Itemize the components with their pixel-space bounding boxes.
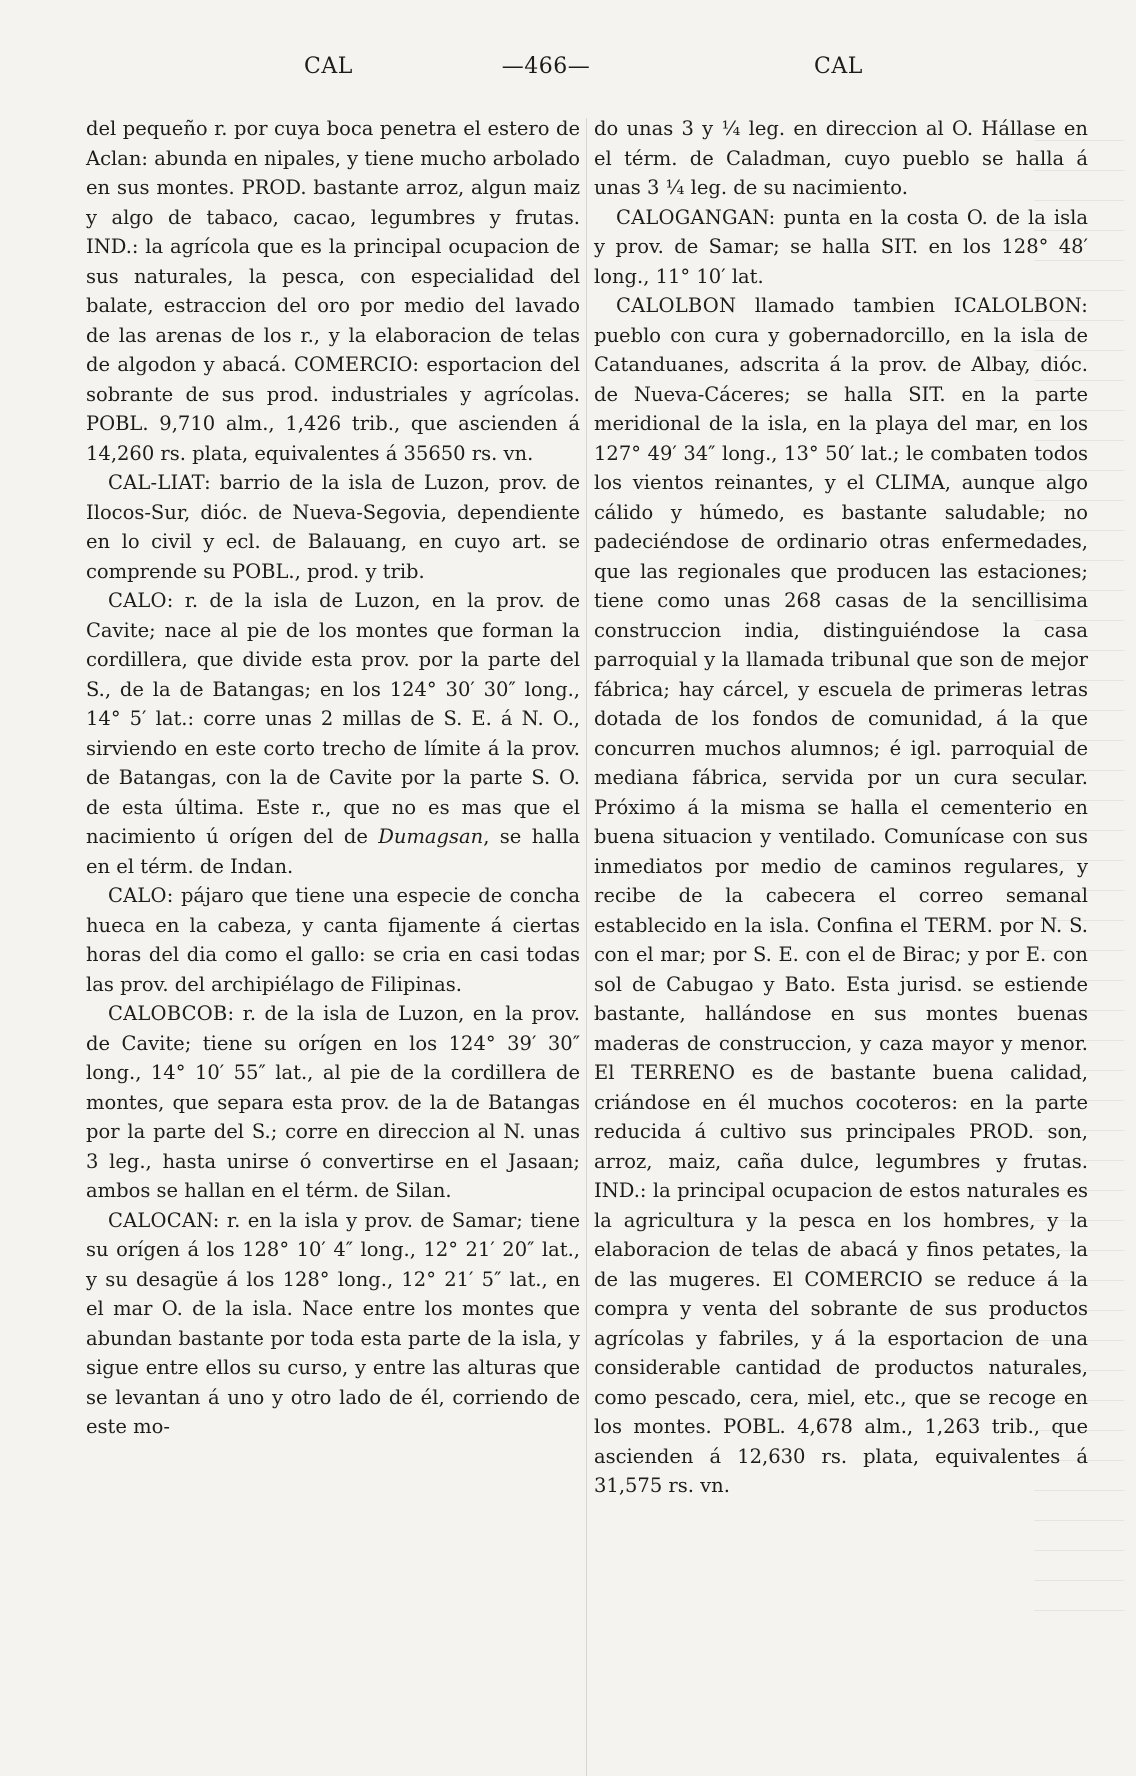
header-left: CAL [304,54,353,79]
entry-calogangan [594,203,1088,292]
entry-head-calo-river: CALO: [108,589,174,612]
left-column [86,114,580,1501]
entry-head-calo-bird: CALO: [108,884,174,907]
entry-head-calocan: CALOCAN: [108,1208,220,1232]
entry-calocan [86,1206,580,1442]
page-number: —466— [501,54,591,79]
entry-text-calo-river: r. de la isla de Luzon, en la prov. de Cavite; nace al pie de los montes que forman la cordillera, que divide esta prov. por la parte del S., de la de Batangas; en los 124° 30′ 30″ long., 14° 5′ lat.: corre unas 2 millas de S. E. á N. O., sirviendo en este corto trecho de límite á la prov. de Batangas, con la de Cavite por la parte S. O. de esta última. Este r., que no es mas que el nacimiento ú orígen del de [86,589,580,848]
entry-text-calobcob: r. de la isla de Luzon, en la prov. de Cavite; tiene su orígen en los 124° 39′ 30″ long., 14° 10′ 55″ lat., al pie de la cordillera de montes, que separa esta prov. de la de Batangas por la parte del S.; corre en direccion al N. unas 3 leg., hasta unirse ó convertirse en el Jasaan; ambos se hallan en el térm. de Silan. [86,1002,580,1202]
entry-text-calolbon: pueblo con cura y gobernadorcillo, en la isla de Catanduanes, adscrita á la prov. de Albay, dióc. de Nueva-Cáceres; se halla SIT. en la parte meridional de la isla, en la playa del mar, en los 127° 49′ 34″ long., 13° 50′ lat.; le combaten todos los vientos reinantes, y el CLIMA, aunque algo cálido y húmedo, es bastante saludable; no padeciéndose de ordinario otras enfermedades, que las regionales que producen las estaciones; tiene como unas 268 casas de la sencillisima construccion india, distinguiéndose la casa parroquial y la llamada tribunal que son de mejor fábrica; hay cárcel, y escuela de primeras letras dotada de los fondos de comunidad, á la que concurren muchos alumnos; é igl. parroquial de mediana fábrica, servida por un cura secular. Próximo á la misma se halla el cementerio en buena situacion y ventilado. Comunícase con sus inmediatos por medio de caminos regulares, y recibe de la cabecera el correo semanal establecido en la isla. Confina el TERM. por N. S. con el mar; por S. E. con el de Birac; y por E. con sol de Cabugao y Bato. Esta jurisd. se estiende bastante, hallándose en sus montes buenas maderas de construccion, y caza mayor y menor. El TERRENO es de bastante buena calidad, criándose en él muchos cocoteros: en la parte reducida á cultivo sus principales PROD. son, arroz, maiz, caña dulce, legumbres y frutas. IND.: la principal ocupacion de estos naturales es la agricultura y la pesca en los hombres, y la elaboracion de telas de abacá y finos petates, la de las mugeres. El COMERCIO se reduce á la compra y venta del sobrante de sus productos agrícolas y fabriles, y á la esportacion de una considerable cantidad de productos naturales, como pescado, cera, miel, etc., que se recoge en los montes. POBL. 4,678 alm., 1,263 trib., que ascienden á 12,630 rs. plata, equivalentes á 31,575 rs. vn. [594,323,1088,1497]
entry-calo-river [86,586,580,881]
entry-head-calogangan: CALOGANGAN: [616,205,776,229]
text-columns [86,114,1088,1501]
entry-head-calobcob: CALOBCOB: [108,1002,235,1025]
right-column [594,114,1088,1501]
entry-tail-calo-river: , se halla en el térm. de Indan. [86,825,580,878]
entry-calobcob [86,999,580,1206]
entry-text-calocan: r. en la isla y prov. de Samar; tiene su orígen á los 128° 10′ 4″ long., 12° 21′ 20″ lat., y su desagüe á los 128° long., 12° 21′ 5″ lat., en el mar O. de la isla. Nace entre los montes que abundan bastante por toda esta parte de la isla, y sigue entre ellos su curso, y entre las alturas que se levantan á uno y otro lado de él, corriendo de este mo- [86,1208,580,1438]
running-header [86,54,1070,96]
entry-cal-liat [86,468,580,586]
column-divider [586,118,587,1776]
entry-text-cal-liat: barrio de la isla de Luzon, prov. de Ilocos-Sur, dióc. de Nueva-Segovia, dependiente en lo civil y ecl. de Balauang, en cuyo art. se comprende su POBL., prod. y trib. [86,471,580,583]
entry-head-cal-liat: CAL-LIAT: [108,471,211,494]
entry-head-calolbon: CALOLBON llamado tambien ICALOLBON: [616,294,1088,317]
entry-text-calo-bird: pájaro que tiene una especie de concha hueca en la cabeza, y canta fijamente á ciertas horas del dia como el gallo: se cria en casi todas las prov. del archipiélago de Filipinas. [86,884,580,996]
entry-calolbon [594,291,1088,1501]
river-name-dumagsan: Dumagsan [378,825,484,848]
entry-calo-bird [86,881,580,999]
entry-text-calogangan: punta en la costa O. de la isla y prov. de Samar; se halla SIT. en los 128° 48′ long., 11° 10′ lat. [594,205,1088,288]
right-paragraph-1: do unas 3 y ¼ leg. en direccion al O. Hállase en el térm. de Caladman, cuyo pueblo se halla á unas 3 ¼ leg. de su nacimiento. [594,117,1088,199]
left-paragraph-1: del pequeño r. por cuya boca penetra el estero de Aclan: abunda en nipales, y tiene mucho arbolado en sus montes. PROD. bastante arroz, algun maiz y algo de tabaco, cacao, legumbres y frutas. IND.: la agrícola que es la principal ocupacion de sus naturales, la pesca, con especialidad del balate, estraccion del oro por medio del lavado de las arenas de los r., y la elaboracion de telas de algodon y abacá. COMERCIO: esportacion del sobrante de sus prod. industriales y agrícolas. POBL. 9,710 alm., 1,426 trib., que ascienden á 14,260 rs. plata, equivalentes á 35650 rs. vn. [86,117,580,465]
header-right: CAL [814,54,863,79]
